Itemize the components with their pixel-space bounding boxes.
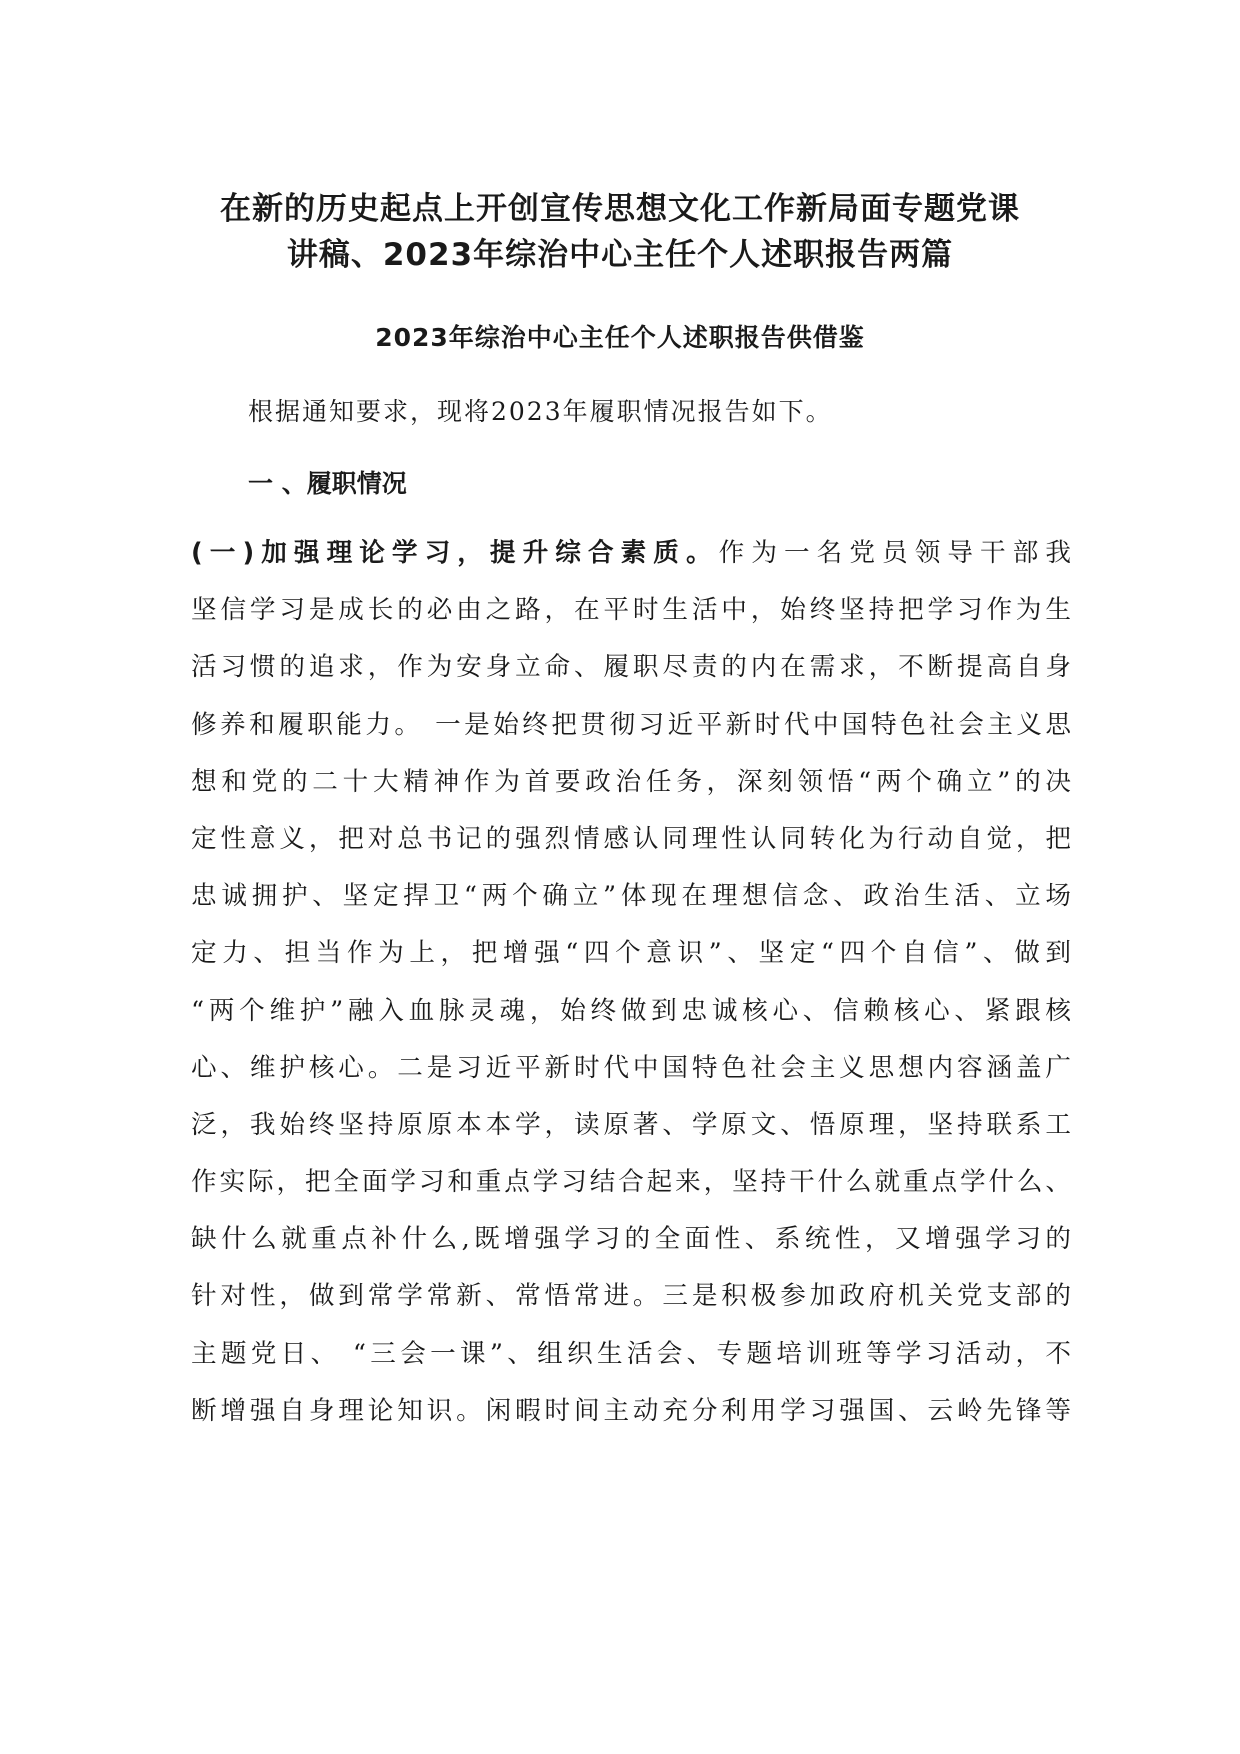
body-line: 主题党日、 “三会一课”、组织生活会、专题培训班等学习活动，不: [191, 1338, 1071, 1369]
body-line: 定性意义，把对总书记的强烈情感认同理性认同转化为行动自觉，把: [191, 823, 1071, 854]
body-line: 忠诚拥护、坚定捍卫“两个确立”体现在理想信念、政治生活、立场: [191, 881, 1071, 912]
body-paragraph: [191, 533, 1071, 1448]
body-line: “两个维护”融入血脉灵魂，始终做到忠诚核心、信赖核心、紧跟核: [191, 995, 1071, 1026]
intro-paragraph: 根据通知要求，现将2023年履职情况报告如下。: [248, 397, 833, 426]
document-title-line-2: 讲稿、2023年综治中心主任个人述职报告两篇: [286, 237, 954, 273]
report-subtitle: 2023年综治中心主任个人述职报告供借鉴: [375, 323, 865, 352]
body-line: 心、维护核心。二是习近平新时代中国特色社会主义思想内容涵盖广: [191, 1052, 1071, 1083]
body-line: 断增强自身理论知识。闲暇时间主动充分利用学习强国、云岭先锋等: [191, 1395, 1071, 1426]
body-line: 坚信学习是成长的必由之路，在平时生活中，始终坚持把学习作为生: [191, 595, 1071, 626]
body-line: 针对性，做到常学常新、常悟常进。三是积极参加政府机关党支部的: [191, 1281, 1071, 1312]
body-line: 活习惯的追求，作为安身立命、履职尽责的内在需求，不断提高自身: [191, 652, 1071, 683]
body-line: 定力、担当作为上，把增强“四个意识”、坚定“四个自信”、做到: [191, 938, 1071, 969]
body-line-1-text: 作为一名党员领导干部我: [718, 538, 1071, 568]
body-line: 泛，我始终坚持原原本本学，读原著、学原文、悟原理，坚持联系工: [191, 1109, 1071, 1140]
section-heading: 一 、履职情况: [248, 469, 407, 498]
paragraph-lead: (一)加强理论学习，提升综合素质。: [191, 538, 719, 568]
body-line: 修养和履职能力。 一是始终把贯彻习近平新时代中国特色社会主义思: [191, 709, 1071, 740]
body-line: 缺什么就重点补什么,既增强学习的全面性、系统性，又增强学习的: [191, 1224, 1071, 1255]
document-title-line-1: 在新的历史起点上开创宣传思想文化工作新局面专题党课: [220, 191, 1020, 227]
body-line: 想和党的二十大精神作为首要政治任务，深刻领悟“两个确立”的决: [191, 766, 1071, 797]
body-line: 作实际，把全面学习和重点学习结合起来，坚持干什么就重点学什么、: [191, 1167, 1071, 1198]
body-line-1: [191, 533, 1071, 590]
document-title: [160, 186, 1080, 278]
